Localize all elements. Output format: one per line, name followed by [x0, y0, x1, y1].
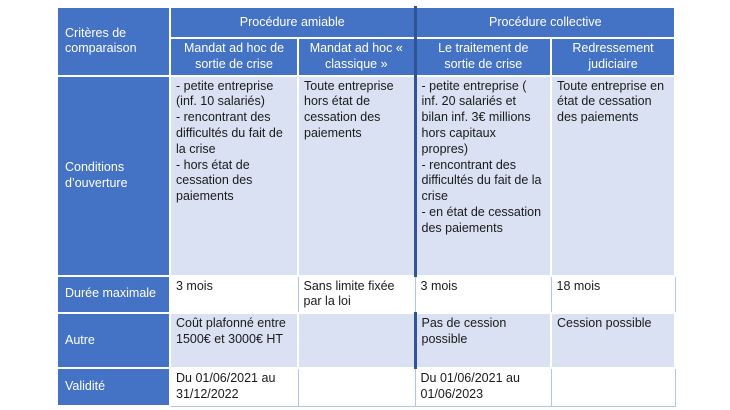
table-cell [298, 313, 415, 368]
table-cell: Cession possible [551, 313, 675, 368]
corner-header: Critères de comparaison [57, 7, 170, 76]
table-cell: - petite entreprise (inf. 10 salariés) - rencontrant des difficultés du fait de la crise - hors état de cessation des paiements [170, 76, 298, 276]
table-cell [551, 368, 675, 406]
table-row-autre [57, 313, 675, 368]
group-header-collective: Procédure collective [415, 7, 675, 38]
column-header-traitement-sortie-crise: Le traitement de sortie de crise [415, 38, 551, 76]
comparison-table-container [56, 6, 676, 407]
table-cell: Du 01/06/2021 au 31/12/2022 [170, 368, 298, 406]
row-header-conditions: Conditions d’ouverture [57, 76, 170, 276]
table-cell: 18 mois [551, 276, 675, 314]
table-cell: Toute entreprise en état de cessation des paiements [551, 76, 675, 276]
table-cell: Toute entreprise hors état de cessation des paiements [298, 76, 415, 276]
table-cell: Du 01/06/2021 au 01/06/2023 [415, 368, 551, 406]
table-row-conditions [57, 76, 675, 276]
table-row-duree [57, 276, 675, 314]
row-header-validite: Validité [57, 368, 170, 406]
table-cell: 3 mois [170, 276, 298, 314]
group-header-amiable: Procédure amiable [170, 7, 415, 38]
table-cell: - petite entreprise ( inf. 20 salariés et bilan inf. 3€ millions hors capitaux propres) - rencontrant des difficultés du fait de la crise - en état de cessation des paiements [415, 76, 551, 276]
table-cell: 3 mois [415, 276, 551, 314]
table-cell: Sans limite fixée par la loi [298, 276, 415, 314]
table-cell: Pas de cession possible [415, 313, 551, 368]
table-cell [298, 368, 415, 406]
column-header-mandat-sortie-crise: Mandat ad hoc de sortie de crise [170, 38, 298, 76]
column-header-redressement-judiciaire: Redressement judiciaire [551, 38, 675, 76]
row-header-autre: Autre [57, 313, 170, 368]
column-header-mandat-classique: Mandat ad hoc « classique » [298, 38, 415, 76]
table-cell: Coût plafonné entre 1500€ et 3000€ HT [170, 313, 298, 368]
comparison-table [56, 6, 676, 407]
row-header-duree: Durée maximale [57, 276, 170, 314]
table-row-validite [57, 368, 675, 406]
